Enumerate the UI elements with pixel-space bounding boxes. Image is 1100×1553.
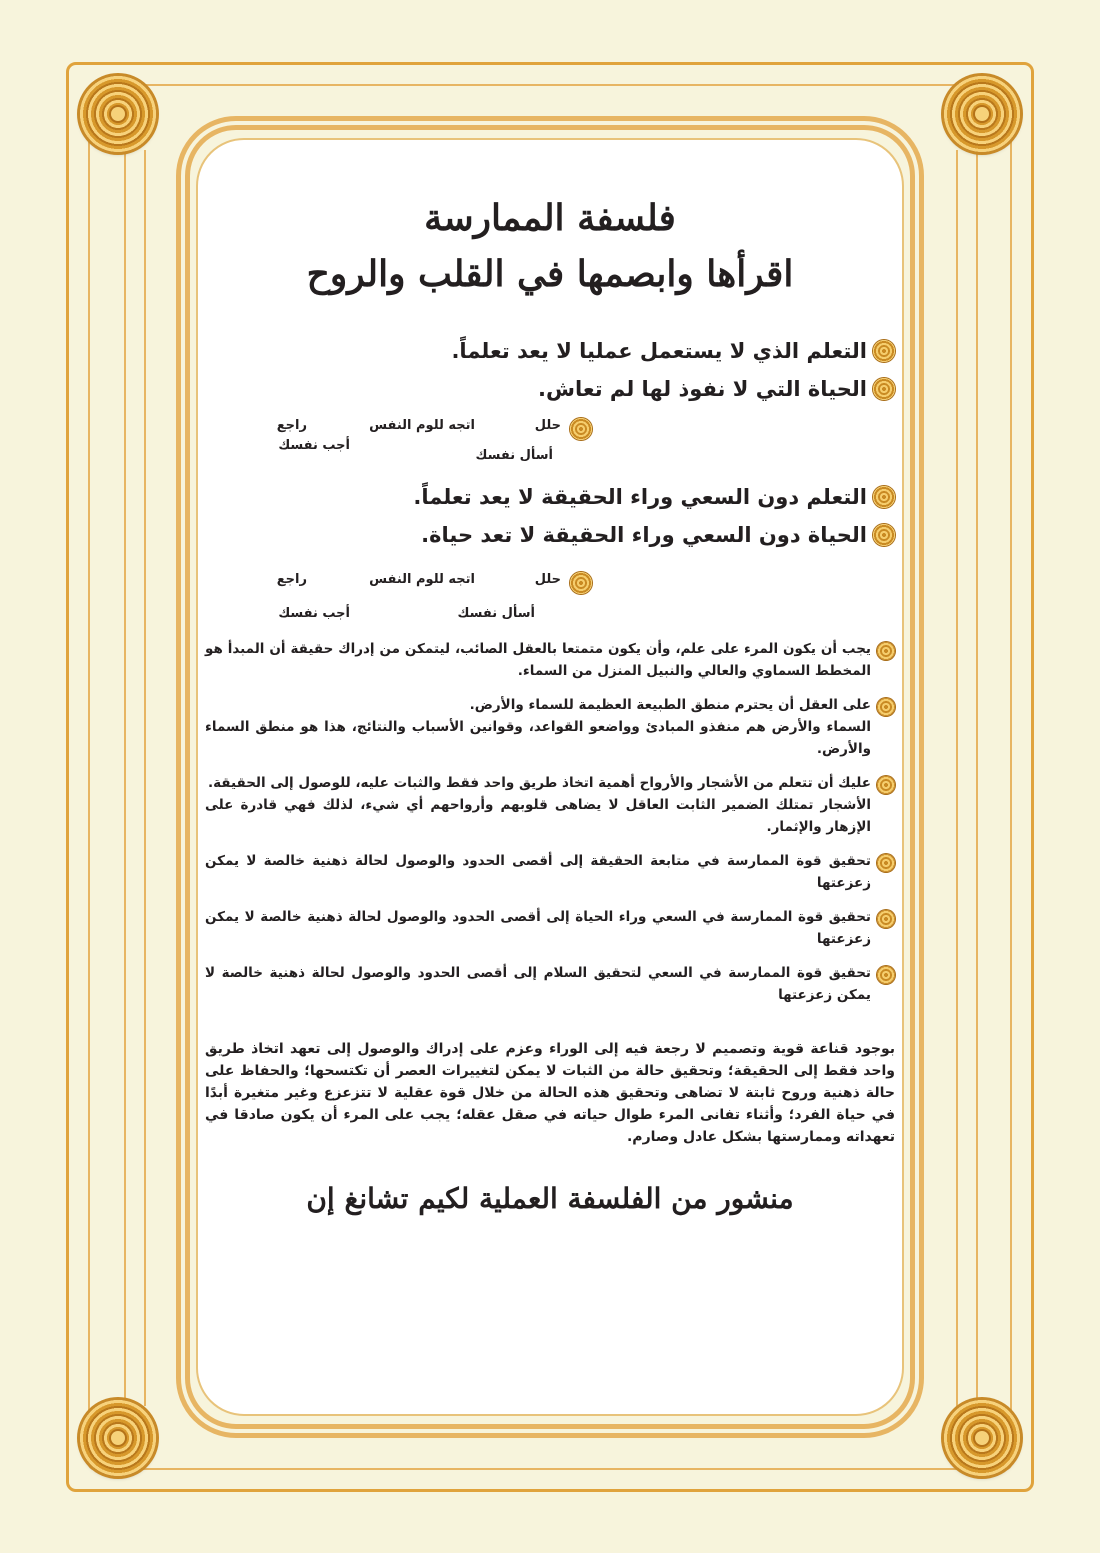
principle-text: تحقيق قوة الممارسة في متابعة الحقيقة إلى أقصى الحدود والوصول لحالة ذهنية خالصة لا يمكن زعزعتها	[205, 853, 871, 891]
statement-item	[205, 478, 895, 516]
statement-text: التعلم الذي لا يستعمل عمليا لا يعد تعلماً.	[451, 339, 867, 363]
principle-item	[205, 694, 895, 760]
statement-text: الحياة التي لا نفوذ لها لم تعاش.	[538, 377, 867, 401]
bullet-disc-icon	[873, 524, 895, 546]
principle-text: تحقيق قوة الممارسة في السعي لتحقيق السلام إلى أقصى الحدود والوصول لحالة ذهنية خالصة لا يمكن زعزعتها	[205, 965, 871, 1003]
document-body	[205, 190, 895, 1215]
bullet-disc-icon	[570, 572, 592, 594]
reflect-ask-yourself: أسأل نفسك	[457, 606, 535, 621]
principle-item	[205, 906, 895, 950]
principle-text: يجب أن يكون المرء على علم، وأن يكون متمتعا بالعقل الصائب، ليتمكن من إدراك حقيقة أن المبدأ هو المخطط السماوي والعالي والنبيل المنزل من السماء.	[205, 641, 871, 679]
bullet-disc-icon	[873, 378, 895, 400]
principle-text: تحقيق قوة الممارسة في السعي وراء الحياة إلى أقصى الحدود والوصول لحالة ذهنية خالصة لا يمكن زعزعتها	[205, 909, 871, 947]
bullet-disc-icon	[877, 776, 895, 794]
principle-item	[205, 772, 895, 838]
frame-line-right	[956, 150, 958, 1406]
principle-text: السماء والأرض هم منفذو المبادئ وواضعو القواعد، وقوانين الأسباب والنتائج، هذا هو منطق السماء والأرض.	[205, 719, 871, 757]
bullet-disc-icon	[877, 854, 895, 872]
reflect-analyze: حلل	[534, 418, 561, 433]
principle-item	[205, 962, 895, 1006]
bullet-disc-icon	[877, 910, 895, 928]
principle-text: الأشجار تمتلك الضمير الثابت العاقل لا يضاهى قلوبهم وأرواحهم أي شيء، لذلك فهي قادرة على الإزهار والإثمار.	[205, 797, 871, 835]
title-line-2: اقرأها وابصمها في القلب والروح	[306, 253, 794, 295]
frame-line-left	[124, 150, 126, 1406]
bullet-disc-icon	[877, 642, 895, 660]
bullet-disc-icon	[877, 966, 895, 984]
bullet-disc-icon	[570, 418, 592, 440]
principle-text: عليك أن تتعلم من الأشجار والأرواح أهمية اتخاذ طريق واحد فقط والثبات عليه، للوصول إلى الحقيقة.	[207, 775, 871, 791]
statement-item	[205, 516, 895, 554]
frame-line-left-2	[144, 150, 146, 1406]
bullet-disc-icon	[877, 698, 895, 716]
reflect-answer-yourself: أجب نفسك	[278, 606, 350, 621]
frame-line-right-2	[976, 150, 978, 1406]
title-line-1: فلسفة الممارسة	[424, 197, 676, 239]
principle-text: على العقل أن يحترم منطق الطبيعة العظيمة للسماء والأرض.	[469, 697, 871, 713]
gold-disc-icon	[80, 76, 156, 152]
reflect-self-blame: اتجه للوم النفس	[369, 572, 475, 587]
statement-item	[205, 370, 895, 408]
principle-item	[205, 850, 895, 894]
bullet-disc-icon	[873, 340, 895, 362]
reflect-ask-yourself: أسأل نفسك	[475, 448, 553, 463]
reflect-self-blame: اتجه للوم النفس	[369, 418, 475, 433]
gold-disc-icon	[944, 76, 1020, 152]
reflect-review: راجع	[276, 572, 307, 587]
closing-paragraph: بوجود قناعة قوية وتصميم لا رجعة فيه إلى الوراء وعزم على إدراك والوصول إلى تعهد اتخاذ طريق واحد فقط إلى الحقيقة؛ وتحقيق حالة من الثبات لا يمكن لتغييرات العصر أن تكتسحها؛ والحفاظ على حالة ذهنية وروح ثابتة لا تضاهى وتحقيق هذه الحالة من خلال قوة عقلية لا تتزعزع وغير متغيرة أبدًا في حياة الفرد؛ وأثناء تفانى المرء طوال حياته في صقل عقله؛ يجب على المرء أن يكون صادقا في تعهداته وممارستها بشكل عادل وصارم.	[205, 1041, 895, 1145]
reflection-prompts	[205, 562, 895, 638]
gold-disc-icon	[944, 1400, 1020, 1476]
page-title	[205, 190, 895, 302]
reflect-answer-yourself: أجب نفسك	[278, 438, 350, 453]
statement-text: التعلم دون السعي وراء الحقيقة لا يعد تعلماً.	[413, 485, 867, 509]
reflect-review: راجع	[276, 418, 307, 433]
statement-item	[205, 332, 895, 370]
principle-item	[205, 638, 895, 682]
statement-text: الحياة دون السعي وراء الحقيقة لا تعد حياة.	[421, 523, 867, 547]
gold-disc-icon	[80, 1400, 156, 1476]
reflect-analyze: حلل	[534, 572, 561, 587]
reflection-prompts	[205, 408, 895, 478]
bullet-disc-icon	[873, 486, 895, 508]
footer-credit: منشور من الفلسفة العملية لكيم تشانغ إن	[306, 1182, 794, 1215]
